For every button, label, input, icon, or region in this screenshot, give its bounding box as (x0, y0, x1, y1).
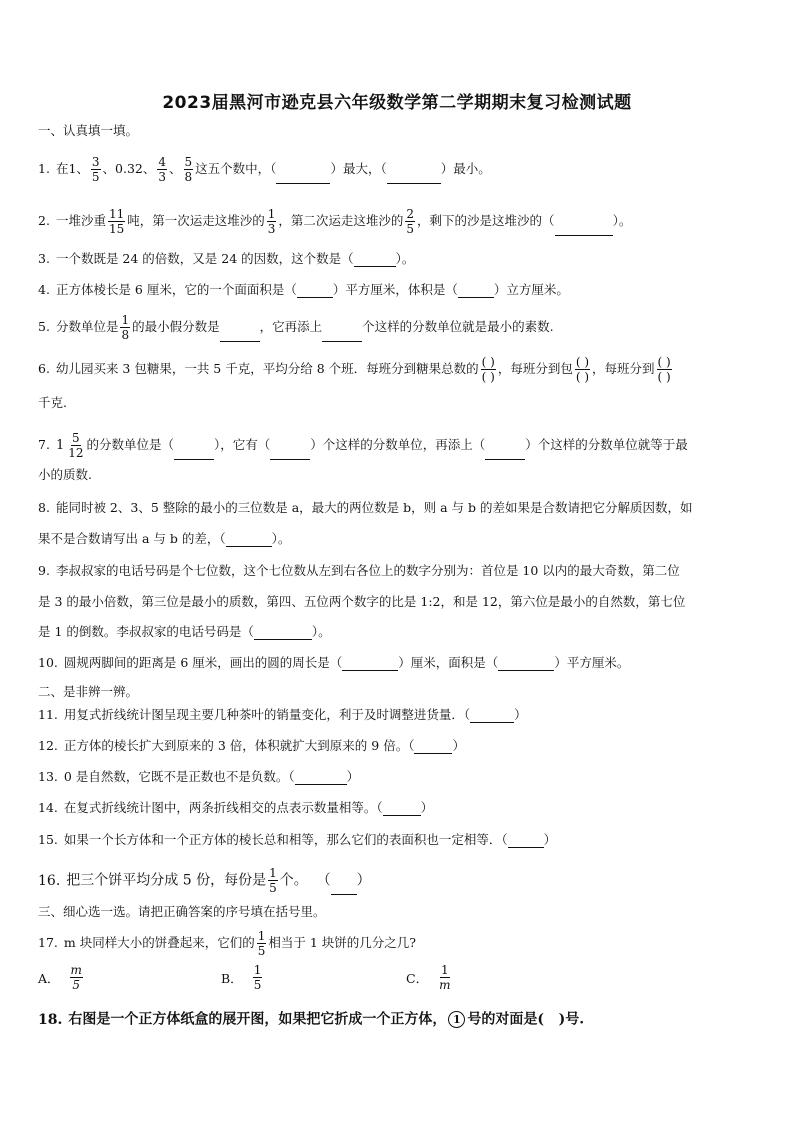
fraction: $\frac{4}{3}$ (158, 155, 167, 184)
fraction: $\frac{5}{8}$ (184, 155, 193, 184)
answer-blank[interactable] (485, 447, 525, 460)
answer-blank[interactable] (470, 710, 514, 723)
question-15: 15. 如果一个长方体和一个正方体的棱长总和相等，那么它们的表面积也一定相等．（ ） (38, 832, 557, 847)
fraction: $\frac{2}{5}$ (406, 207, 415, 236)
answer-blank[interactable] (387, 171, 441, 184)
option-c[interactable]: C． $\frac{1}{m}$ (406, 963, 451, 992)
answer-blank[interactable] (508, 835, 544, 848)
question-6: 6. 幼儿园买来 3 包糖果，一共 5 千克，平均分给 8 个班．每班分到糖果总数的 $\frac{( )}{( )}$ ，每班分到包 $\frac{( )}{( )}$ ，每班分到 $\frac{( )}{( )}$ (38, 355, 671, 384)
question-17: 17. m 块同样大小的饼叠起来，它们的 $\frac{1}{5}$ 相当于 1 块饼的几分之几? (38, 929, 416, 958)
question-9-cont-1: 是 3 的最小倍数，第三位是最小的质数，第四、五位两个数字的比是 1:2，和是 12，第六位是最小的自然数，第七位 (38, 594, 686, 609)
answer-blank[interactable] (174, 447, 214, 460)
question-7: 7. 1 $\frac{5}{12}$ 的分数单位是（ ），它有（ ）个这样的分数单位，再添上（ ）个这样的分数单位就等于最 (38, 431, 688, 460)
fraction: $\frac{1}{5}$ (257, 929, 266, 958)
answer-blank[interactable] (297, 285, 333, 298)
question-6-cont: 千克. (38, 395, 67, 410)
question-8-cont: 果不是合数请写出 a 与 b 的差，（ ）。 (38, 531, 291, 546)
option-b[interactable]: B． $\frac{1}{5}$ (221, 963, 262, 992)
answer-blank[interactable] (458, 285, 494, 298)
question-8: 8. 能同时被 2、3、5 整除的最小的三位数是 a，最大的两位数是 b，则 a 与 b 的差如果是合数请把它分解质因数，如 (38, 500, 693, 515)
answer-blank[interactable] (226, 534, 272, 547)
circled-number: 1 (448, 1011, 465, 1028)
answer-blank[interactable] (220, 329, 260, 342)
question-16: 16. 把三个饼平均分成 5 份，每份是 $\frac{1}{5}$ 个。 （ ） (38, 866, 371, 895)
answer-blank[interactable] (254, 627, 312, 640)
blank-fraction[interactable]: $\frac{( )}{( )}$ (657, 355, 671, 384)
question-14: 14. 在复式折线统计图中，两条折线相交的点表示数量相等。（ ） (38, 800, 434, 815)
question-10: 10. 圆规两脚间的距离是 6 厘米，画出的圆的周长是（ ）厘米，面积是（ ）平方厘米。 (38, 655, 630, 670)
answer-blank[interactable] (498, 658, 554, 671)
question-2: 2. 一堆沙重 $\frac{11}{15}$ 吨，第一次运走这堆沙的 $\frac{1}{3}$ ，第二次运走这堆沙的 $\frac{2}{5}$ ，剩下的沙是这堆沙的（ ）。 (38, 207, 632, 236)
answer-blank[interactable] (295, 772, 347, 785)
question-11: 11. 用复式折线统计图呈现主要几种茶叶的销量变化，利于及时调整进货量．（ ） (38, 707, 527, 722)
question-13: 13. 0 是自然数，它既不是正数也不是负数。（ ） (38, 769, 360, 784)
answer-blank[interactable] (555, 223, 613, 236)
answer-blank[interactable] (331, 882, 357, 895)
question-12: 12. 正方体的棱长扩大到原来的 3 倍，体积就扩大到原来的 9 倍。（ ） (38, 738, 465, 753)
page-title: 2023届黑河市逊克县六年级数学第二学期期末复习检测试题 (162, 93, 632, 113)
section-1-heading: 一、认真填一填。 (38, 123, 139, 138)
section-3-heading: 三、细心选一选。请把正确答案的序号填在括号里。 (38, 904, 326, 919)
answer-blank[interactable] (342, 658, 398, 671)
question-7-cont: 小的质数. (38, 467, 92, 482)
mixed-number: 1 $\frac{5}{12}$ (55, 431, 84, 460)
question-9-cont-2: 是 1 的倒数。李叔叔家的电话号码是（ ）。 (38, 624, 331, 639)
answer-blank[interactable] (414, 741, 452, 754)
answer-blank[interactable] (270, 447, 310, 460)
question-18: 18. 右图是一个正方体纸盒的展开图，如果把它折成一个正方体， 1 号的对面是( )号. (38, 1011, 585, 1028)
question-5: 5. 分数单位是 $\frac{1}{8}$ 的最小假分数是 ，它再添上 个这样的分数单位就是最小的素数. (38, 313, 554, 342)
question-1: 1. 在1、 $\frac{3}{5}$ 、0.32、 $\frac{4}{3}$ 、 $\frac{5}{8}$ 这五个数中，（ ）最大，（ ）最小。 (38, 155, 491, 184)
fraction: $\frac{1}{8}$ (121, 313, 130, 342)
blank-fraction[interactable]: $\frac{( )}{( )}$ (481, 355, 495, 384)
fraction: $\frac{1}{3}$ (267, 207, 276, 236)
section-2-heading: 二、是非辨一辨。 (38, 684, 139, 699)
answer-blank[interactable] (383, 803, 421, 816)
answer-blank[interactable] (276, 171, 330, 184)
fraction: $\frac{11}{15}$ (108, 207, 125, 236)
question-4: 4. 正方体棱长是 6 厘米，它的一个面面积是（ ）平方厘米，体积是（ ）立方厘米。 (38, 282, 569, 297)
option-a[interactable]: A． $\frac{m}{5}$ (38, 963, 82, 992)
question-3: 3. 一个数既是 24 的倍数，又是 24 的因数，这个数是（ ）。 (38, 251, 415, 266)
question-9: 9. 李叔叔家的电话号码是个七位数，这个七位数从左到右各位上的数字分别为：首位是 10 以内的最大奇数，第二位 (38, 563, 680, 578)
answer-blank[interactable] (354, 254, 396, 267)
blank-fraction[interactable]: $\frac{( )}{( )}$ (575, 355, 590, 384)
fraction: $\frac{3}{5}$ (91, 155, 100, 184)
answer-blank[interactable] (322, 329, 362, 342)
fraction: $\frac{1}{5}$ (269, 866, 277, 895)
